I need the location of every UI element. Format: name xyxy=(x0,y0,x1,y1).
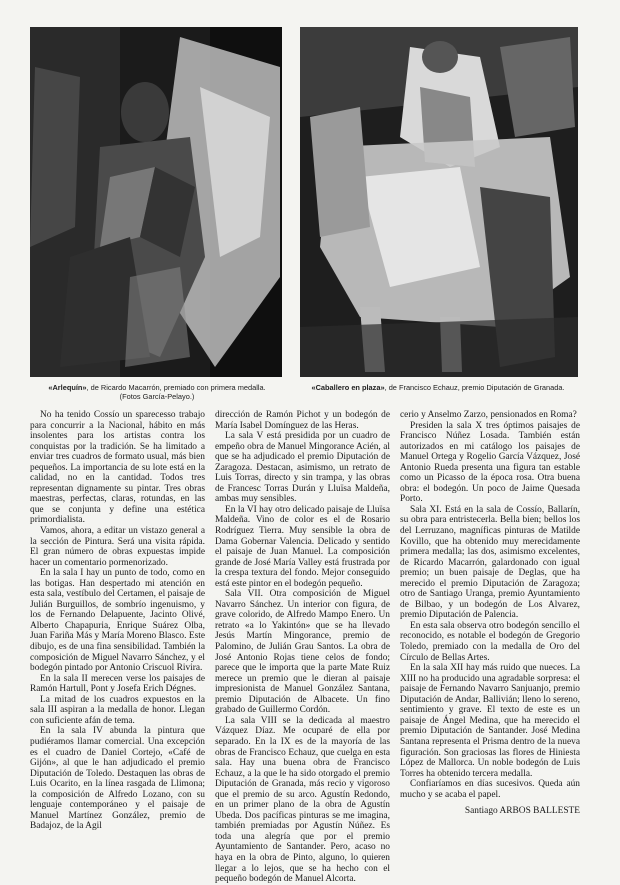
caption-right-title: «Caballero en plaza» xyxy=(311,383,385,392)
caption-left-text: , de Ricardo Macarrón, premiado con primera medalla. xyxy=(86,383,266,392)
article-paragraph: En la sala IV abunda la pintura que pudiéramos llamar comercial. Una excepción es el cuadro de Daniel Cortejo, «Café de Gijón», al que le han adjudicado el premio Diputación de Toledo. Destaquen las obras de Luis Ocarito, en la línea rasgada de Llimona; la composición de Alfredo Lozano, con su lenguaje contemporáneo y el paisaje de Manuel Martínez González, premio de Badajoz, de la Agil xyxy=(30,726,205,832)
article-paragraph: En esta sala observa otro bodegón sencillo el reconocido, es notable el bodegón de Gregorio Toledo, premiado con la medalla de Oro del Círculo de Bellas Artes. xyxy=(400,620,580,663)
photo-caballero-en-plaza xyxy=(300,27,578,377)
author-signature: Santiago ARBOS BALLESTE xyxy=(464,806,580,817)
caption-right-text: , de Francisco Echauz, premio Diputación de Granada. xyxy=(384,383,565,392)
caption-left xyxy=(28,383,286,401)
caption-left-credit: (Fotos García-Pelayo.) xyxy=(119,392,195,401)
article-paragraph: cerio y Anselmo Zarzo, pensionados en Roma? xyxy=(400,410,577,420)
article-paragraph: Sala XI. Está en la sala de Cossío, Ballarín, su obra para entristecerla. Bella bien; bellos los del Lerruzano, magníficas pinturas de Matilde Kovillo, que ha obtenido muy merecidamente primera medalla; las dos, asimismo excelentes, de Ricardo Macarrón, galardonado con igual premio; un buen paisaje de Deglas, que ha merecido el premio Diputación de Zaragoza; otro de Santiago Uranga, premio Ayuntamiento de Bilbao, y un bodegón de Los Alvarez, premio Diputación de Palencia. xyxy=(400,504,580,621)
article-paragraph: En la sala XII hay más ruido que nueces. La XIII no ha producido una agradable sorpresa: el paisaje de Fernando Navarro Sanjuanjo, premio Diputación de Andar, Ballivián; lleno lo sereno, sentimiento y grave. El texto de este es un paisaje de Ángel Medina, que ha merecido el premio Diputación de Santander. José Medina Santana representa el Prisma dentro de la nueva figuración. Son graciosas las flores de Hiniesta López de Mallorca. Un noble bodegón de Luis Torres ha obtenido tercera medalla. xyxy=(400,663,580,779)
article-paragraph: Presiden la sala X tres óptimos paisajes de Francisco Núñez Losada. También están autorizados en mi catálogo los paisajes de Manuel Ortega y Rogelio García Vázquez, José Antonio Rueda presenta una figura tan estable como un Picasso de la época rosa. Otra buena obra: el bodegón. Un poco de Jaime Quesada Porto. xyxy=(400,420,580,505)
article-paragraph: La sala VIII se la dedicada al maestro Vázquez Díaz. Me ocuparé de ella por separado. En la IX es de la mayoría de las obras de Francisco Echauz, que cuelga en esta sala. Hay una buena obra de Francisco Echauz, a la que le ha sido otorgado el premio Diputación de Granada, más recio y vigoroso que el premio de su arco. Agustín Redondo, en un primer plano de la obra de Agustín Ubeda. Dos pacíficas pinturas se me imagina, también premiadas por Agustín Núñez. Es toda una alegría que por el premio Ayuntamiento de Santander. Pero, acaso no haya en la obra de Pinto, alguno, lo quieren llegar a lo lejos, que se ha hecho con el pequeño bodegón de Manuel Alcorta. xyxy=(215,715,390,885)
caballero-painting-image xyxy=(300,27,578,377)
article-paragraph: Confiaríamos en días sucesivos. Queda aún mucho y se acaba el papel. xyxy=(400,779,580,800)
photo-arlequin xyxy=(30,27,282,377)
article-paragraph: Vamos, ahora, a editar un vistazo general a la sección de Pintura. Será una visita rápida. El gran número de obras expuestas impide hacer un comentario pormenorizado. xyxy=(30,526,205,568)
article-column-1 xyxy=(30,410,205,832)
article-paragraph: La sala V está presidida por un cuadro de empeño obra de Manuel Mingorance Acién, al que se ha adjudicado el premio Diputación de Zaragoza. Destacan, asimismo, un retrato de Luis Torras, directo y sin trampa, y las obras de Francesc Torras Durán y Lluïsa Maldeña, ambas muy sensibles. xyxy=(215,431,390,505)
article-paragraph: La mitad de los cuadros expuestos en la sala III aspiran a la medalla de honor. Llegan con suficiente afán de tema. xyxy=(30,694,205,726)
article-paragraph: En la VI hay otro delicado paisaje de Lluïsa Maldeña. Vino de color es el de Rosario Rodríguez Tierra. Muy sensible la obra de Dama Gobernar Valencia. Delicado y sentido el paisaje de Juan Manuel. La composición grande de José María Valley está frustrada por la crespa textura del fondo. Mejor conseguido está este pintor en el bodegón pequeño. xyxy=(215,504,390,589)
caption-right xyxy=(292,383,584,392)
article-paragraph: En la sala I hay un punto de todo, como en las botigas. Han despertado mi atención en esta sala, vestíbulo del Certamen, el paisaje de Julián Burguillos, de sombrío ingenuismo, y los de Fernando Delapuente, Jacinto Olivé, Alberto Chapapuria, Enrique Suárez Olba, Juan Fariña Más y María Moreno Blasco. Este dibujo, es de una fina sensibilidad. También la composición de Miguel Navarro Sánchez, y el bodegón pintado por Antonio Criscuol Rivira. xyxy=(30,568,205,674)
article-paragraph: En la sala II merecen verse los paisajes de Ramón Hartull, Pont y Josefa Erich Dégnes. xyxy=(30,673,205,695)
article-paragraph: dirección de Ramón Pichot y un bodegón de María Isabel Domínguez de las Heras. xyxy=(215,410,390,431)
arlequin-painting-image xyxy=(30,27,282,377)
article-column-3 xyxy=(400,410,580,825)
caption-left-title: «Arlequín» xyxy=(48,383,87,392)
article-paragraph: Sala VII. Otra composición de Miguel Navarro Sánchez. Un interior con figura, de grave colorido, de Alfredo Mampo Enero. Un retrato «a lo Yakintón» que se ha llevado Jesús Martín Mingorance, premio de Palomino, de Julián Grau Santos. La obra de José Antonio Rojas tiene celos de fondo; parece que le importa que la parte Mate Ruiz merece un premio que le dieran al paisaje impresionista de Manuel González Santana, premio Diputación de Albacete. Un fino grabado de Guillermo Cordón. xyxy=(215,589,390,716)
article-paragraph: No ha tenido Cossío un sparecesso trabajo para concurrir a la Nacional, hábito en más insolentes para los artistas contra los conquistas por la tradición. Se ha limitado a enviar tres cuadros de formato usual, más bien pequeños. La importancia de su lote está en la calidad, no en la cantidad. Todos tres representan dignamente su pintar. Tres obras maestras, perfectas, claras, rotundas, en las que se conjunta y define una estética primordialista. xyxy=(30,410,205,526)
article-column-2 xyxy=(215,410,390,885)
